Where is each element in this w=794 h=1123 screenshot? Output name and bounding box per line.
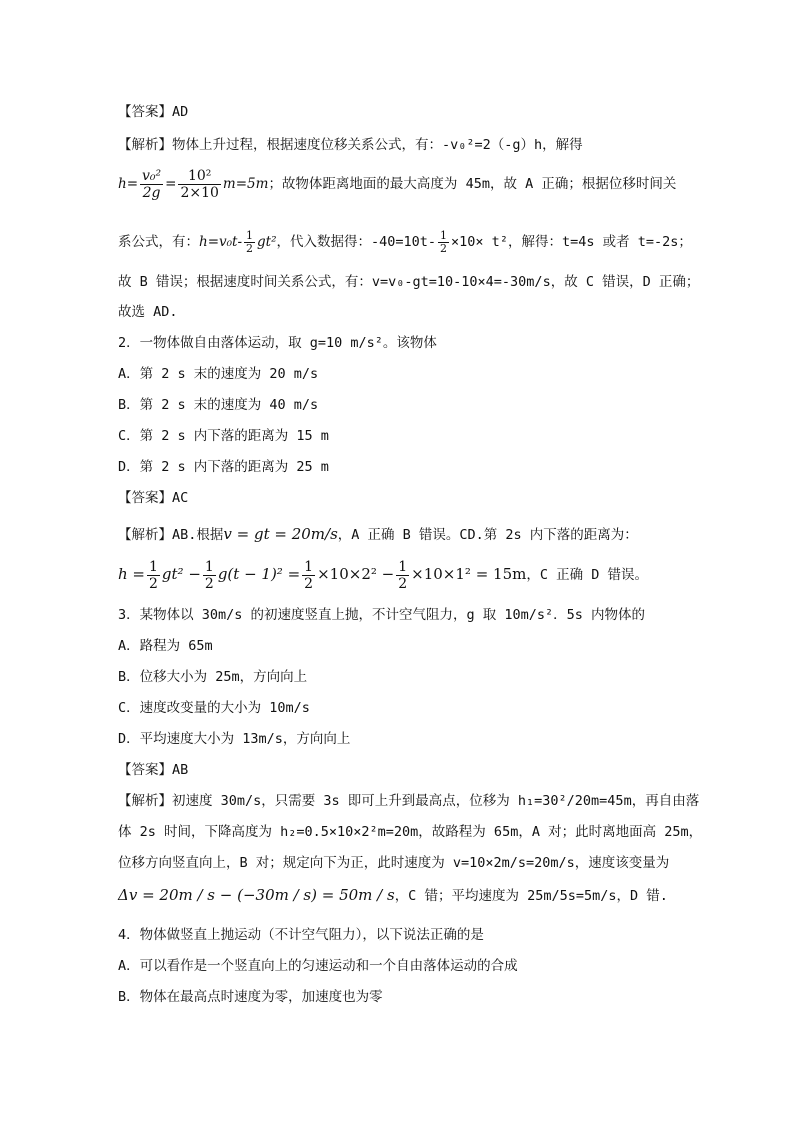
- q2-analysis-line1: 【解析】AB.根据v = gt = 20m/s，A 正确 B 错误。CD.第 2s 内下落的距离为：: [118, 525, 638, 543]
- q1-answer: 【答案】AD: [118, 104, 189, 120]
- q1-analysis-intro: 【解析】物体上升过程，根据速度位移关系公式，有：-v₀²=2（-g）h，解得: [118, 137, 583, 153]
- q3-option-a: A．路程为 65m: [118, 638, 213, 654]
- q3-stem: 3．某物体以 30m/s 的初速度竖直上抛，不计空气阻力，g 取 10m/s²．5s 内物体的: [118, 607, 646, 623]
- q1-eq-h: h=: [118, 176, 139, 192]
- q1-analysis-line4: 故 B 错误；根据速度时间关系公式，有：v=v₀-gt=10-10×4=-30m/s，故 C 错误，D 正确；: [118, 274, 700, 290]
- q3-option-c: C．速度改变量的大小为 10m/s: [118, 700, 310, 716]
- q3-analysis-line1: 【解析】初速度 30m/s，只需要 3s 即可上升到最高点，位移为 h₁=30²/20m=45m，再自由落: [118, 793, 700, 809]
- q3-analysis-line3: 位移方向竖直向上，B 对；规定向下为正，此时速度为 v=10×2m/s=20m/s，速度该变量为: [118, 855, 670, 871]
- q2-option-a: A．第 2 s 末的速度为 20 m/s: [118, 366, 319, 382]
- q2-option-d: D．第 2 s 内下落的距离为 25 m: [118, 459, 329, 475]
- q1-analysis-line3: 系公式，有：h=v₀t- $\frac{1}{2}$ gt²，代入数据得：-40=10t- $\frac{1}{2}$ ×10× t²，解得：t=4s 或者 t=-2s；: [118, 228, 692, 255]
- q4-option-b: B．物体在最高点时速度为零，加速度也为零: [118, 989, 383, 1005]
- q3-option-b: B．位移大小为 25m，方向向上: [118, 669, 308, 685]
- q3-option-d: D．平均速度大小为 13m/s，方向向上: [118, 731, 351, 747]
- q2-option-b: B．第 2 s 末的速度为 40 m/s: [118, 397, 319, 413]
- q3-answer: 【答案】AB: [118, 762, 189, 778]
- q3-analysis-line2: 体 2s 时间，下降高度为 h₂=0.5×10×2²m=20m，故路程为 65m，A 对；此时离地面高 25m，: [118, 824, 703, 840]
- q3-eq-delta-v: Δv = 20m / s − (−30m / s) = 50m / s: [118, 886, 395, 904]
- q1-analysis-line5: 故选 AD.: [118, 304, 178, 320]
- q3-analysis-line4: Δv = 20m / s − (−30m / s) = 50m / s，C 错；平均速度为 25m/5s=5m/s，D 错.: [118, 886, 668, 904]
- q2-option-c: C．第 2 s 内下落的距离为 15 m: [118, 428, 329, 444]
- q4-stem: 4．物体做竖直上抛运动（不计空气阻力），以下说法正确的是: [118, 927, 484, 943]
- q1-frac-half-2: $\frac{1}{2}$: [440, 228, 448, 255]
- q2-analysis-equation: h = $\frac{1}{2}$ gt² − $\frac{1}{2}$ g(t − 1)² = $\frac{1}{2}$ ×10×2² − $\frac{1}{2}$ ×10×1² = 15m，C 正确 D 错误。: [118, 558, 648, 592]
- q4-option-a: A．可以看作是一个竖直向上的匀速运动和一个自由落体运动的合成: [118, 958, 518, 974]
- q2-answer: 【答案】AC: [118, 490, 189, 506]
- q1-line2-text: ；故物体距离地面的最大高度为 45m，故 A 正确；根据位移时间关: [268, 176, 677, 192]
- q1-frac-v0: $\frac{\text{v₀²}}{2g}$: [142, 167, 162, 201]
- q1-frac-half: $\frac{1}{2}$: [246, 228, 254, 255]
- q1-analysis-line2: h= $\frac{\text{v₀²}}{2g}$ = $\frac{\text{10²}}{2\times 10}$ m=5m；故物体距离地面的最大高度为 45m，故 A 正确；根据位移时间关: [118, 167, 677, 201]
- q2-eq-velocity: v = gt = 20m/s: [223, 525, 338, 543]
- q2-stem: 2．一物体做自由落体运动，取 g=10 m/s²。该物体: [118, 335, 437, 351]
- q1-eq-result: m=5m: [222, 176, 269, 192]
- q1-frac-values: $\frac{\text{10²}}{2\times 10}$: [180, 167, 219, 201]
